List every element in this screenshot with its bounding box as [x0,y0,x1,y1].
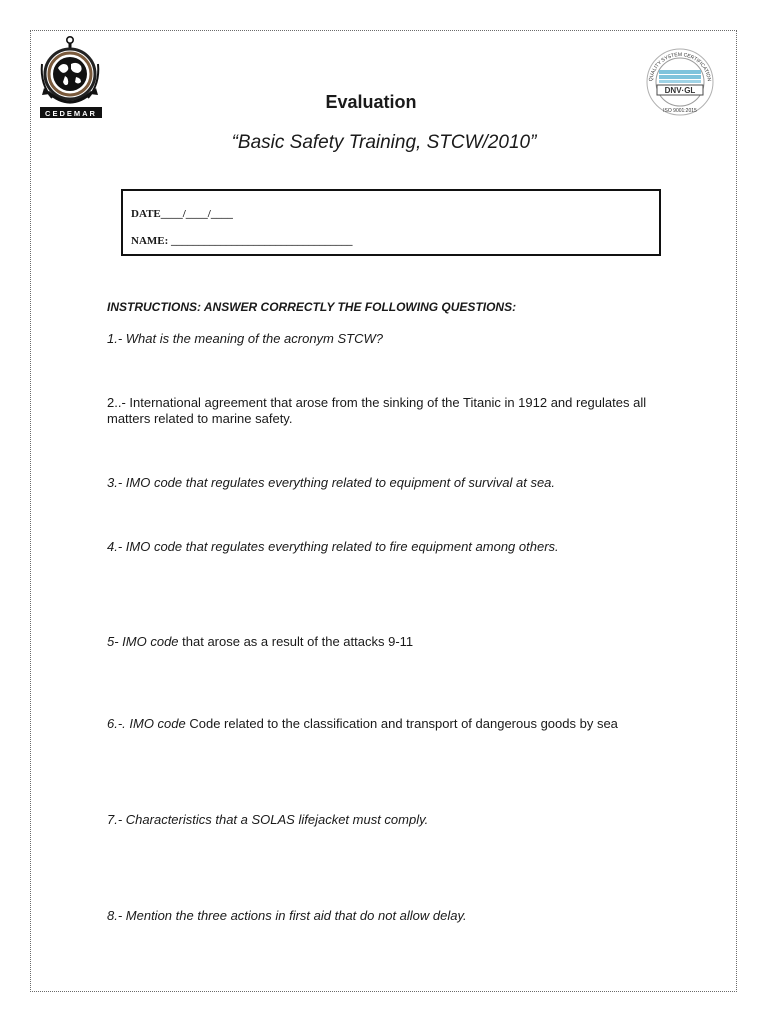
instructions-heading: INSTRUCTIONS: ANSWER CORRECTLY THE FOLLOWING QUESTIONS: [107,300,517,314]
cert-brand-text: DNV·GL [664,86,696,95]
cert-iso-text: ISO 9001:2015 [663,108,697,114]
date-field: DATE____/____/____ [131,208,233,220]
question-1: 1.- What is the meaning of the acronym STCW? [107,331,383,346]
logo-text: CEDEMAR [45,109,97,118]
page-subtitle: “Basic Safety Training, STCW/2010” [231,132,537,153]
student-info-box [121,189,661,256]
name-field: NAME: _________________________________ [131,235,353,247]
question-8: 8.- Mention the three actions in first aid that do not allow delay. [107,908,467,923]
question-7: 7.- Characteristics that a SOLAS lifejacket must comply. [107,812,429,827]
question-5 [107,634,667,650]
question-6 [107,716,707,732]
question-2: 2..- International agreement that arose from the sinking of the Titanic in 1912 and regulates all matters related to marine safety. [107,395,647,426]
question-3: 3.- IMO code that regulates everything related to equipment of survival at sea. [107,475,556,490]
page-border [30,30,737,992]
cert-ring-text: QUALITY SYSTEM CERTIFICATION [648,51,712,82]
question-5-prefix: 5- IMO code [107,634,179,649]
question-6-text: Code related to the classification and transport of dangerous goods by sea [185,716,618,731]
question-6-prefix: 6.-. IMO code [107,716,186,731]
question-4: 4.- IMO code that regulates everything related to fire equipment among others. [107,539,559,554]
page-title: Evaluation [325,92,417,112]
question-5-text: that arose as a result of the attacks 9-11 [178,634,414,649]
